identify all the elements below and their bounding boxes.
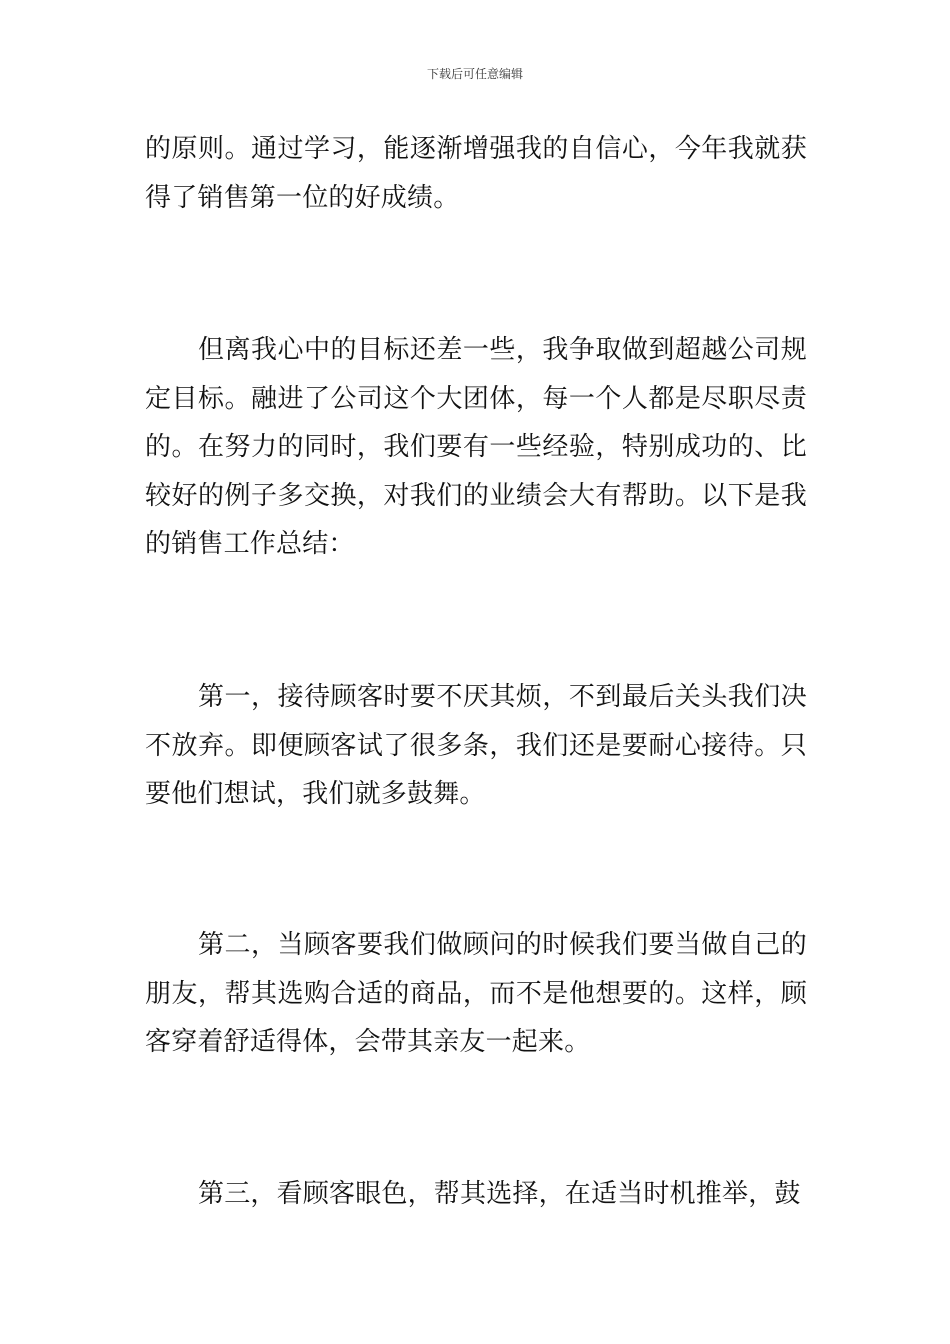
paragraph-point-two: 第二，当顾客要我们做顾问的时候我们要当做自己的朋友，帮其选购合适的商品，而不是他想要的。这样，顾客穿着舒适得体，会带其亲友一起来。 bbox=[145, 930, 807, 1057]
paragraph-point-one: 第一，接待顾客时要不厌其烦，不到最后关头我们决不放弃。即便顾客试了很多条，我们还是要耐心接待。只要他们想试，我们就多鼓舞。 bbox=[145, 682, 807, 809]
paragraph-point-three: 第三，看顾客眼色，帮其选择，在适当时机推举，鼓 bbox=[198, 1179, 801, 1209]
paragraph-goals: 但离我心中的目标还差一些，我争取做到超越公司规定目标。融进了公司这个大团体，每一个人都是尽职尽责的。在努力的同时，我们要有一些经验，特别成功的、比较好的例子多交换，对我们的业绩会大有帮助。以下是我的销售工作总结： bbox=[145, 335, 807, 559]
page-header: 下载后可任意编辑 bbox=[426, 67, 523, 81]
paragraph-continuation: 的原则。通过学习，能逐渐增强我的自信心，今年我就获得了销售第一位的好成绩。 bbox=[145, 134, 807, 213]
